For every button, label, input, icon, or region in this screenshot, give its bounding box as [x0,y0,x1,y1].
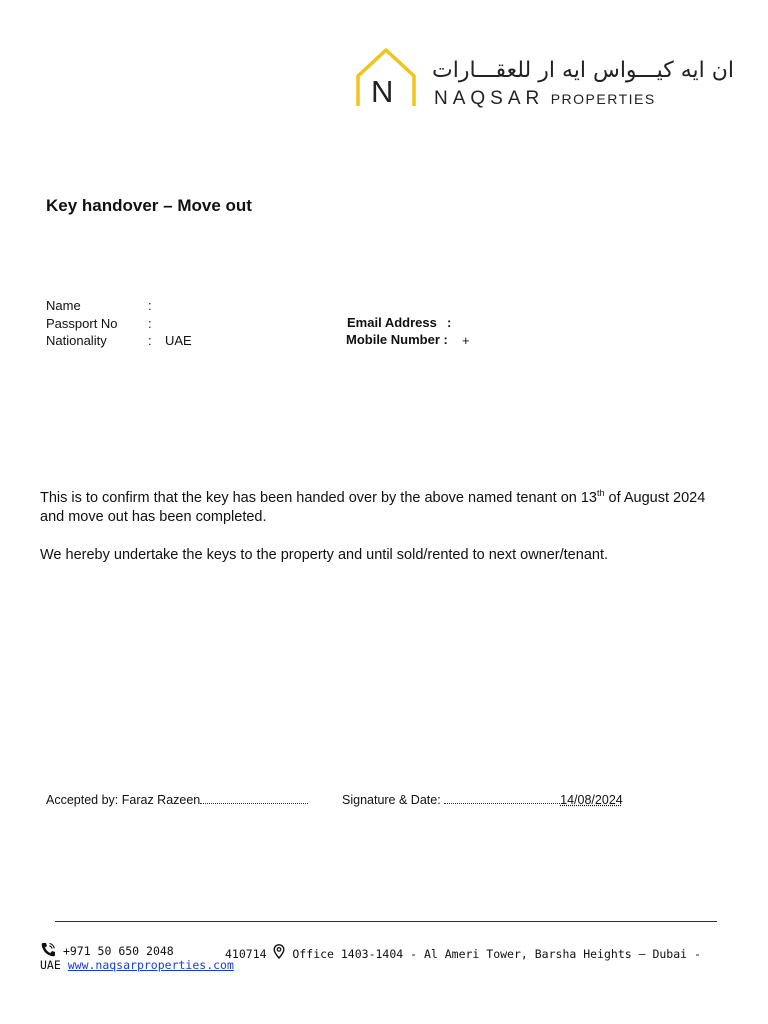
logo-arabic-name: ان ايه كيـــواس ايه ار للعقـــارات [432,58,735,83]
location-pin-icon [273,944,285,959]
footer-address: Office 1403-1404 - Al Ameri Tower, Barsha Heights – Dubai - [292,947,701,961]
nationality-value: UAE [165,333,192,348]
paragraph-text-start: This is to confirm that the key has been handed over by the above named tenant on 13 [40,490,597,506]
name-colon: : [148,298,152,313]
paragraph-text-end: of August 2024 and move out has been completed. [40,490,706,525]
logo-brand [434,88,656,110]
company-logo [352,46,420,110]
accepted-by-label: Accepted by: Faraz Razeen [46,793,201,807]
phone-icon [40,942,56,957]
footer-address-line [225,944,701,961]
signature-date [342,793,623,807]
name-label: Name [46,298,81,313]
email-colon: : [447,315,452,330]
passport-label: Passport No [46,316,118,331]
signature-label: Signature & Date: [342,793,441,807]
footer-country: UAE [40,958,61,972]
footer-second-line [40,958,234,972]
signature-dotted-line [444,793,560,804]
brand-name: NAQSAR [434,88,545,109]
mobile-label: Mobile Number : [346,332,448,347]
footer-po-box: 410714 [225,947,267,961]
accepted-dotted-line [200,793,308,804]
accepted-by [46,793,308,807]
passport-colon: : [148,316,152,331]
mobile-value: + [462,333,470,348]
confirmation-paragraph [40,489,730,527]
logo-letter: N [371,74,394,109]
ordinal-suffix: th [597,488,605,499]
email-label: Email Address [347,315,437,330]
undertaking-paragraph: We hereby undertake the keys to the property and until sold/rented to next owner/tenant. [40,547,608,563]
document-title: Key handover – Move out [46,196,252,215]
footer-phone: +971 50 650 2048 [62,944,174,958]
brand-suffix: PROPERTIES [550,91,656,107]
footer-contact-line [40,942,174,958]
footer-divider [55,921,717,922]
nationality-label: Nationality [46,333,107,348]
website-link[interactable]: www.naqsarproperties.com [67,958,234,972]
nationality-colon: : [148,333,152,348]
signature-date-value: 14/08/2024 [560,793,623,807]
